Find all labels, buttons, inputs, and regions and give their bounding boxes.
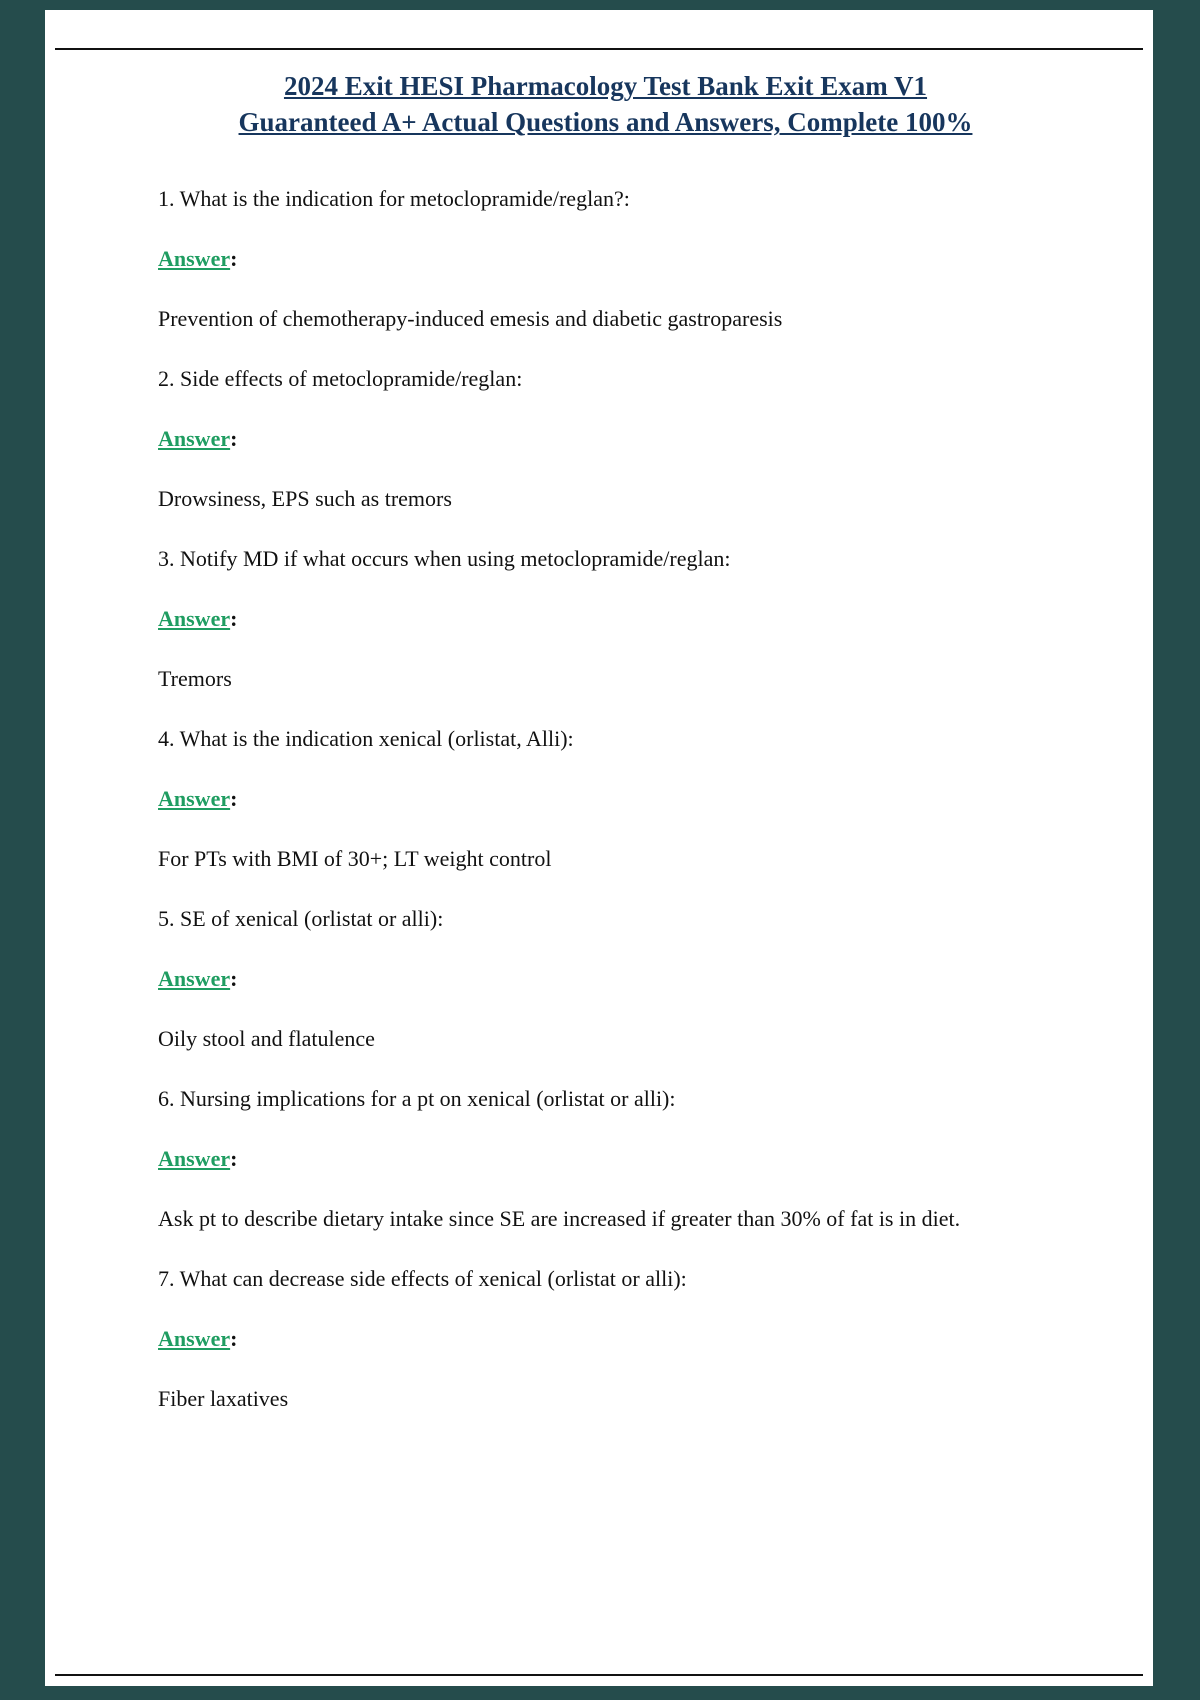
answer-text: Prevention of chemotherapy-induced emesis and diabetic gastroparesis [158, 305, 783, 331]
answer-link: Answer [158, 605, 231, 631]
answer-colon: : [230, 1325, 238, 1351]
document-title [158, 68, 1053, 141]
top-horizontal-rule [55, 48, 1143, 50]
answer-link: Answer [158, 245, 231, 271]
answer-label [158, 423, 1053, 454]
answer-text: Oily stool and flatulence [158, 1025, 375, 1051]
question-text: 7. What can decrease side effects of xenical (orlistat or alli): [158, 1265, 687, 1291]
answer-colon: : [230, 245, 238, 271]
title-line-2: Guaranteed A+ Actual Questions and Answers, Complete 100% [238, 107, 973, 138]
question-text: 6. Nursing implications for a pt on xenical (orlistat or alli): [158, 1085, 676, 1111]
answer-colon: : [230, 965, 238, 991]
title-line-1: 2024 Exit HESI Pharmacology Test Bank Exit Exam V1 [283, 71, 928, 101]
answer-link: Answer [158, 1145, 231, 1171]
answer-label [158, 1323, 1053, 1354]
answer-label [158, 243, 1053, 274]
answer-colon: : [230, 425, 238, 451]
bottom-horizontal-rule [55, 1674, 1143, 1676]
answer-colon: : [230, 785, 238, 811]
question-text: 5. SE of xenical (orlistat or alli): [158, 905, 444, 931]
question-text: 2. Side effects of metoclopramide/reglan: [158, 365, 523, 391]
answer-text: Ask pt to describe dietary intake since SE are increased if greater than 30% of fat is in diet. [158, 1205, 961, 1231]
answer-link: Answer [158, 425, 231, 451]
answer-text: Fiber laxatives [158, 1385, 289, 1411]
answer-colon: : [230, 605, 238, 631]
answer-link: Answer [158, 785, 231, 811]
answer-text: Tremors [158, 665, 232, 691]
answer-label [158, 603, 1053, 634]
question-text: 3. Notify MD if what occurs when using metoclopramide/reglan: [158, 545, 731, 571]
answer-text: Drowsiness, EPS such as tremors [158, 485, 452, 511]
document-content [45, 10, 1153, 1414]
answer-label [158, 783, 1053, 814]
answer-label [158, 1143, 1053, 1174]
answer-link: Answer [158, 1325, 231, 1351]
question-text: 1. What is the indication for metoclopramide/reglan?: [158, 185, 630, 211]
answer-link: Answer [158, 965, 231, 991]
question-text: 4. What is the indication xenical (orlistat, Alli): [158, 725, 574, 751]
answer-colon: : [230, 1145, 238, 1171]
answer-label [158, 963, 1053, 994]
answer-text: For PTs with BMI of 30+; LT weight control [158, 845, 552, 871]
